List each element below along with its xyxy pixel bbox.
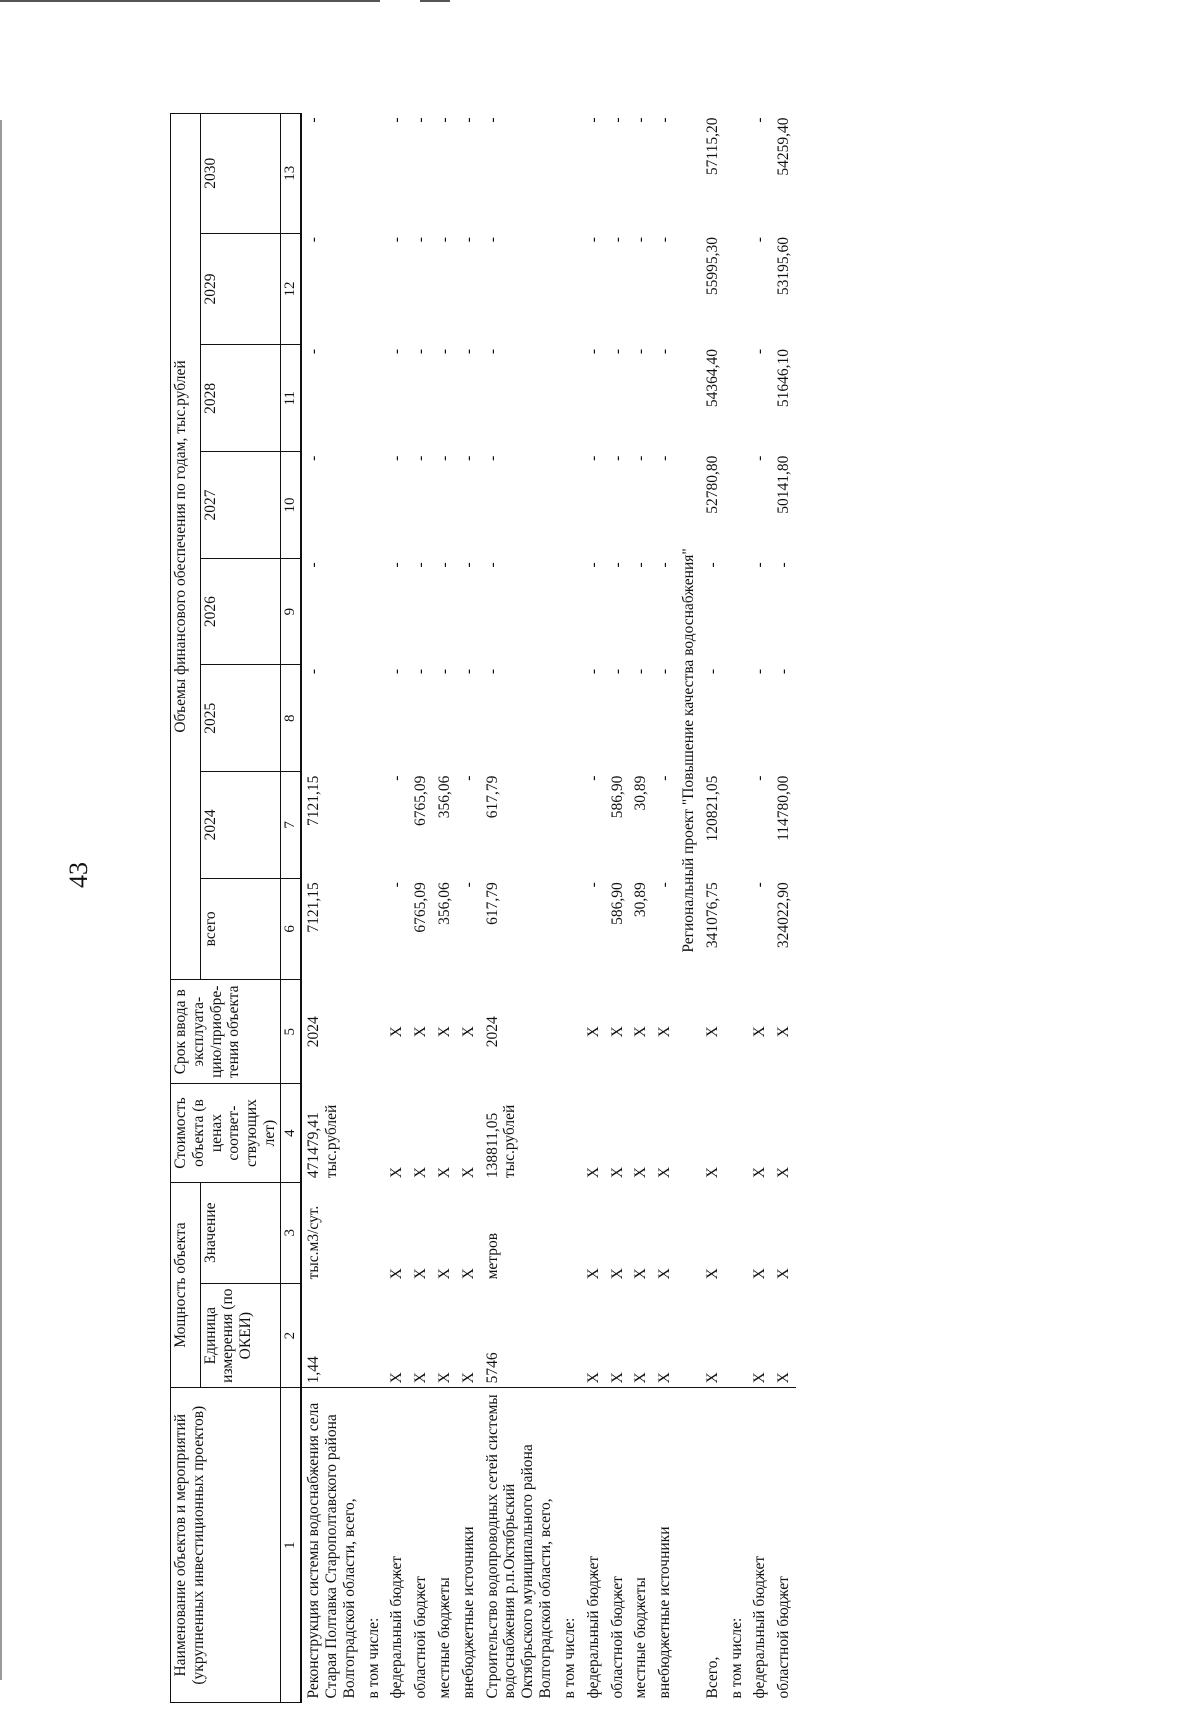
header-unit: Единица измерения (по ОКЕИ) (200, 1283, 280, 1388)
row-name: местные бюджеты (433, 1388, 457, 1703)
page-number: 43 (64, 862, 93, 888)
cell-col-12: - (459, 237, 477, 243)
cell-col-13: - (608, 117, 626, 123)
cell-col-3: Х (632, 1268, 650, 1280)
cell-col-4: Х (751, 1166, 769, 1179)
cell-col-3: Х (775, 1268, 793, 1280)
cell-col-8: - (775, 668, 793, 675)
cell-col-11: - (436, 349, 453, 355)
cell-col-11: - (305, 349, 323, 355)
table-row (433, 114, 457, 1703)
column-number: 11 (280, 345, 301, 452)
column-number: 9 (280, 558, 301, 665)
column-number: 1 (280, 1388, 301, 1703)
cell-col-10: - (305, 455, 323, 461)
cell-col-10: - (436, 455, 453, 461)
header-term: Срок ввода в эксплуата- цию/приобре- тения объекта (171, 980, 281, 1085)
cell-col-4: Х (584, 1166, 602, 1179)
cell-col-9: - (775, 562, 793, 568)
cell-col-10: - (412, 455, 430, 461)
row-name: федеральный бюджет (385, 1388, 409, 1703)
cell-col-2: Х (632, 1372, 650, 1384)
cell-col-12: - (436, 237, 453, 243)
cell-col-6: 30,89 (632, 882, 650, 918)
cell-col-6: 6765,09 (412, 882, 430, 933)
cell-col-7: 6765,09 (412, 775, 430, 826)
cell-col-13: - (412, 117, 430, 123)
cell-col-8: - (459, 668, 477, 675)
table-row (772, 114, 796, 1703)
column-number: 6 (280, 878, 301, 979)
cell-col-5 (362, 980, 386, 1085)
cell-col-2: Х (751, 1372, 769, 1384)
cell-col-7: 30,89 (632, 775, 650, 811)
cell-col-12 (558, 233, 582, 345)
cell-col-12 (725, 233, 749, 345)
cell-col-2: Х (584, 1372, 602, 1384)
cell-col-9: - (703, 562, 721, 568)
cell-col-12: - (608, 237, 626, 243)
cell-col-12: - (632, 237, 650, 243)
cell-col-4: Х (656, 1166, 674, 1179)
cell-col-9: - (656, 562, 674, 568)
cell-col-11: - (751, 349, 769, 355)
cell-col-10: - (584, 455, 602, 461)
cell-col-2 (725, 1283, 749, 1388)
cell-col-7 (362, 772, 386, 879)
column-number: 10 (280, 452, 301, 559)
row-name: областной бюджет (772, 1388, 796, 1703)
cell-col-11: - (388, 349, 406, 355)
cell-col-10: - (608, 455, 626, 461)
cell-col-9: - (436, 562, 453, 568)
cell-col-13: - (483, 117, 501, 123)
cell-col-4 (725, 1084, 749, 1182)
cell-col-7: 7121,15 (305, 775, 323, 826)
cell-col-9: - (483, 562, 501, 568)
cell-col-13 (362, 114, 386, 234)
cell-col-13: 54259,40 (775, 117, 793, 176)
cell-col-13 (725, 114, 749, 234)
header-funding: Объемы финансового обеспечения по годам, тыс.рублей (171, 114, 201, 980)
header-year: 2029 (200, 233, 280, 345)
scan-edge-top-left (0, 0, 380, 2)
header-capacity: Мощность объекта (171, 1182, 201, 1388)
scan-edge-top-right (420, 0, 450, 2)
cell-col-7: - (388, 775, 406, 781)
cell-col-8: - (584, 668, 602, 675)
cell-col-11: - (412, 349, 430, 355)
cell-col-13: - (632, 117, 650, 123)
cell-col-9: - (305, 562, 323, 568)
cell-col-6: - (656, 882, 674, 888)
cell-col-3: Х (388, 1268, 406, 1280)
cell-col-6: - (751, 882, 769, 888)
cell-col-7: - (459, 775, 477, 781)
header-year: 2028 (200, 345, 280, 452)
cell-col-8: - (483, 668, 501, 675)
cell-col-13 (558, 114, 582, 234)
cell-col-11: - (459, 349, 477, 355)
cell-col-6 (558, 878, 582, 979)
cell-col-10 (558, 452, 582, 559)
cell-col-3: Х (703, 1268, 721, 1280)
cell-col-13: - (388, 117, 406, 123)
row-name: в том числе: (725, 1388, 749, 1703)
column-number: 5 (280, 980, 301, 1085)
cell-col-4: Х (388, 1166, 406, 1179)
cell-col-5: Х (751, 1026, 769, 1038)
row-name: областной бюджет (409, 1388, 433, 1703)
cell-col-11: 54364,40 (703, 349, 721, 408)
row-name: в том числе: (558, 1388, 582, 1703)
cell-col-10 (362, 452, 386, 559)
header-cost: Стоимость объекта (в ценах соответ- ствующих лет) (171, 1084, 281, 1182)
cell-col-8: - (412, 668, 430, 675)
column-numbers-row (280, 114, 301, 1703)
cell-col-11 (558, 345, 582, 452)
cell-col-7 (725, 772, 749, 879)
cell-col-13: - (656, 117, 674, 123)
cell-col-9 (725, 558, 749, 665)
cell-col-7: 617,79 (483, 775, 501, 819)
cell-col-5: Х (412, 1026, 430, 1038)
cell-col-6: 586,90 (608, 882, 626, 925)
cell-col-5: 2024 (305, 1016, 323, 1048)
column-number: 13 (280, 114, 301, 234)
cell-col-5: Х (436, 1026, 453, 1038)
cell-col-5: Х (459, 1026, 477, 1038)
project-title-row (677, 114, 701, 1703)
cell-col-10: - (483, 455, 501, 461)
cell-col-12: - (656, 237, 674, 243)
header-year: 2024 (200, 772, 280, 879)
cell-col-5: Х (632, 1026, 650, 1038)
cell-col-4 (362, 1084, 386, 1182)
cell-col-8: - (656, 668, 674, 675)
cell-col-5: Х (584, 1026, 602, 1038)
cell-col-11 (362, 345, 386, 452)
cell-col-13: - (436, 117, 453, 123)
cell-col-3 (558, 1182, 582, 1283)
cell-col-2: Х (608, 1372, 626, 1384)
cell-col-4: Х (412, 1166, 430, 1179)
cell-col-11: - (584, 349, 602, 355)
row-name: внебюджетные источники (653, 1388, 677, 1703)
table-row (606, 114, 630, 1703)
cell-col-11 (725, 345, 749, 452)
cell-col-6: 617,79 (483, 882, 501, 925)
table-row (582, 114, 606, 1703)
row-name: федеральный бюджет (582, 1388, 606, 1703)
header-year: 2026 (200, 558, 280, 665)
cell-col-8: - (608, 668, 626, 675)
cell-col-4: 138811,05 тыс.рублей (483, 1104, 519, 1179)
cell-col-2 (362, 1283, 386, 1388)
cell-col-5 (558, 980, 582, 1085)
cell-col-10: 52780,80 (703, 455, 721, 514)
cell-col-13: - (305, 117, 323, 123)
cell-col-7: - (584, 775, 602, 781)
cell-col-7: - (751, 775, 769, 781)
cell-col-2: 5746 (483, 1352, 501, 1384)
cell-col-8: - (305, 668, 323, 675)
header-year: 2027 (200, 452, 280, 559)
project-title: Региональный проект "Повышение качества водоснабжения" (679, 548, 697, 953)
cell-col-11: - (656, 349, 674, 355)
cell-col-10: - (751, 455, 769, 461)
table-row (481, 114, 558, 1703)
table-row (653, 114, 677, 1703)
table-header (171, 114, 281, 1703)
cell-col-10 (725, 452, 749, 559)
cell-col-3: Х (412, 1268, 430, 1280)
cell-col-3: Х (584, 1268, 602, 1280)
cell-col-4: Х (436, 1166, 453, 1179)
cell-col-7: 356,06 (436, 775, 453, 819)
cell-col-3: метров (483, 1232, 501, 1280)
table-row (748, 114, 772, 1703)
cell-col-7: - (656, 775, 674, 781)
cell-col-10: - (656, 455, 674, 461)
cell-col-12: - (388, 237, 406, 243)
table-row (558, 114, 582, 1703)
cell-col-9: - (608, 562, 626, 568)
cell-col-2: Х (703, 1372, 721, 1384)
cell-col-2: 1,44 (305, 1356, 323, 1384)
cell-col-5: Х (656, 1026, 674, 1038)
cell-col-6: 7121,15 (305, 882, 323, 933)
cell-col-13: - (751, 117, 769, 123)
header-total: всего (200, 878, 280, 979)
cell-col-9 (362, 558, 386, 665)
cell-col-10: - (459, 455, 477, 461)
column-number: 7 (280, 772, 301, 879)
cell-col-4: Х (632, 1166, 650, 1179)
cell-col-3 (362, 1182, 386, 1283)
cell-col-2: Х (459, 1372, 477, 1384)
cell-col-11: - (608, 349, 626, 355)
table-row (301, 114, 361, 1703)
header-year: 2025 (200, 665, 280, 772)
cell-col-4: Х (703, 1166, 721, 1179)
column-number: 3 (280, 1182, 301, 1283)
column-number: 2 (280, 1283, 301, 1388)
cell-col-5 (725, 980, 749, 1085)
cell-col-13: - (459, 117, 477, 123)
header-year: 2030 (200, 114, 280, 234)
cell-col-10: - (632, 455, 650, 461)
row-name: Всего, (701, 1388, 725, 1703)
cell-col-11: 51646,10 (775, 349, 793, 408)
cell-col-7: 114780,00 (775, 775, 793, 841)
cell-col-4 (558, 1084, 582, 1182)
cell-col-2: Х (775, 1372, 793, 1384)
table-body-objects (301, 114, 677, 1703)
cell-col-7: 120821,05 (703, 775, 721, 842)
cell-col-2: Х (412, 1372, 430, 1384)
cell-col-13: 57115,20 (703, 117, 721, 176)
cell-col-12: - (412, 237, 430, 243)
cell-col-10: - (388, 455, 406, 461)
cell-col-8: - (751, 668, 769, 675)
row-name: Строительство водопроводных сетей системы водоснабжения р.п.Октябрьский Октябрьского муниципального района Волгоградской области, всего, (481, 1388, 558, 1703)
cell-col-8: - (632, 668, 650, 675)
cell-col-9: - (584, 562, 602, 568)
cell-col-6: - (388, 882, 406, 888)
cell-col-2: Х (388, 1372, 406, 1384)
table-row (701, 114, 725, 1703)
cell-col-3: Х (656, 1268, 674, 1280)
cell-col-6: - (459, 882, 477, 888)
cell-col-5: Х (608, 1026, 626, 1038)
cell-col-3 (725, 1182, 749, 1283)
cell-col-7 (558, 772, 582, 879)
funding-table (170, 113, 796, 1703)
cell-col-6 (725, 878, 749, 979)
cell-col-8 (725, 665, 749, 772)
cell-col-4: Х (459, 1166, 477, 1179)
cell-col-5: Х (775, 1026, 793, 1038)
table-row (385, 114, 409, 1703)
cell-col-9: - (751, 562, 769, 568)
cell-col-8: - (436, 668, 453, 675)
cell-col-4: Х (608, 1166, 626, 1179)
cell-col-12: 53195,60 (775, 237, 793, 296)
cell-col-3: Х (751, 1268, 769, 1280)
cell-col-12: - (483, 237, 501, 243)
table-body-project (677, 114, 796, 1703)
cell-col-9 (558, 558, 582, 665)
cell-col-4: 471479,41 тыс.рублей (305, 1104, 340, 1179)
cell-col-8: - (703, 668, 721, 675)
cell-col-3: тыс.м3/сут. (305, 1205, 323, 1280)
cell-col-5: 2024 (483, 1016, 501, 1048)
cell-col-3: Х (459, 1268, 477, 1280)
cell-col-9: - (388, 562, 406, 568)
cell-col-6: 341076,75 (703, 882, 721, 949)
table-row (457, 114, 481, 1703)
cell-col-6: 324022,90 (775, 882, 793, 949)
cell-col-8 (558, 665, 582, 772)
cell-col-4: Х (775, 1166, 793, 1179)
cell-col-3: Х (436, 1268, 453, 1280)
row-name: федеральный бюджет (748, 1388, 772, 1703)
row-name: местные бюджеты (629, 1388, 653, 1703)
cell-col-12: - (305, 237, 323, 243)
cell-col-2: Х (436, 1372, 453, 1384)
cell-col-12 (362, 233, 386, 345)
column-number: 4 (280, 1084, 301, 1182)
cell-col-12: - (584, 237, 602, 243)
cell-col-11: - (483, 349, 501, 355)
cell-col-13: - (584, 117, 602, 123)
cell-col-2 (558, 1283, 582, 1388)
header-name: Наименование объектов и мероприятий (укрупненных инвестиционных проектов) (171, 1388, 281, 1703)
cell-col-3: Х (608, 1268, 626, 1280)
cell-col-10: 50141,80 (775, 455, 793, 514)
cell-col-12: 55995,30 (703, 237, 721, 296)
cell-col-5: Х (388, 1026, 406, 1038)
rotated-page (170, 113, 1170, 1703)
table-row (362, 114, 386, 1703)
cell-col-11: - (632, 349, 650, 355)
cell-col-2: Х (656, 1372, 674, 1384)
cell-col-6 (362, 878, 386, 979)
cell-col-12: - (751, 237, 769, 243)
row-name: внебюджетные источники (457, 1388, 481, 1703)
cell-col-8: - (388, 668, 406, 675)
header-value: Значение (200, 1182, 280, 1283)
table-row (629, 114, 653, 1703)
cell-col-7: 586,90 (608, 775, 626, 819)
cell-col-9: - (412, 562, 430, 568)
row-name: областной бюджет (606, 1388, 630, 1703)
cell-col-8 (362, 665, 386, 772)
cell-col-9: - (459, 562, 477, 568)
cell-col-6: - (584, 882, 602, 888)
column-number: 8 (280, 665, 301, 772)
cell-col-5: Х (703, 1026, 721, 1038)
row-name: Реконструкция системы водоснабжения села Старая Полтавка Старополтавского района Волгоградской области, всего, (301, 1388, 361, 1703)
scan-edge-left (0, 120, 2, 1680)
cell-col-6: 356,06 (436, 882, 453, 925)
table-row (725, 114, 749, 1703)
column-number: 12 (280, 233, 301, 345)
cell-col-9: - (632, 562, 650, 568)
row-name: в том числе: (362, 1388, 386, 1703)
table-row (409, 114, 433, 1703)
